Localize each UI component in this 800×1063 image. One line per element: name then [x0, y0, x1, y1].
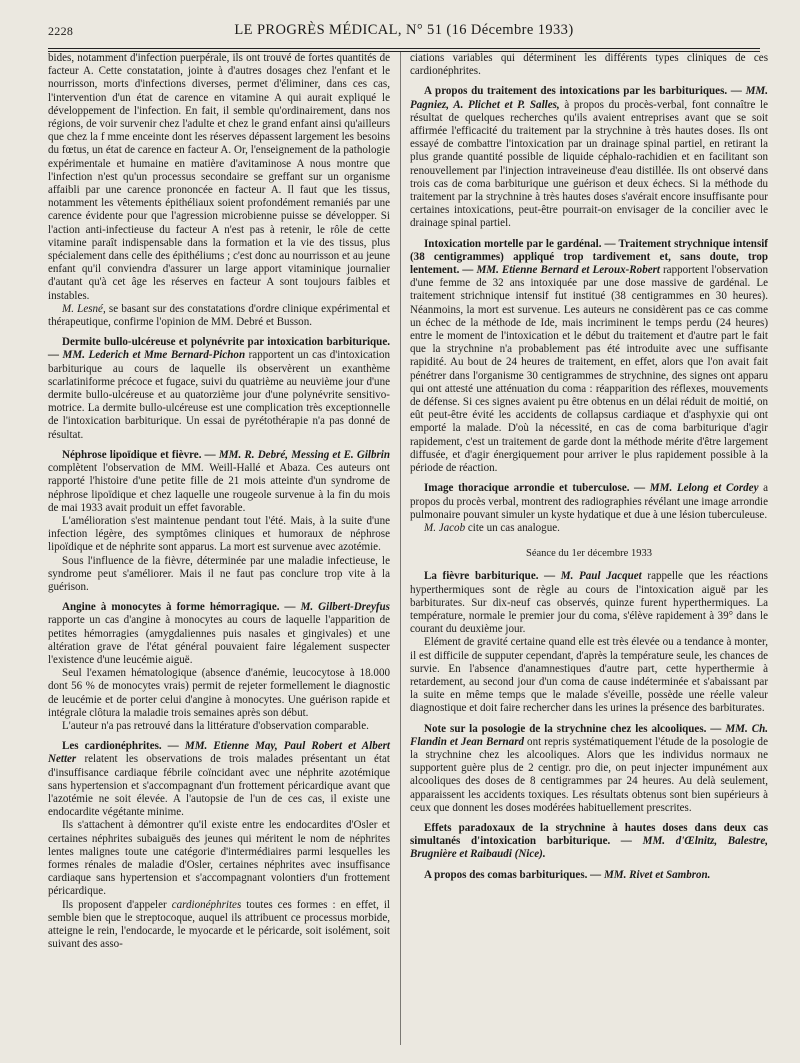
article-title: Effets paradoxaux de la strychnine à hautes doses dans deux cas simultanés d'intoxication barbiturique. — [410, 821, 768, 848]
article-entry — [48, 449, 390, 515]
paragraph: L'amélioration s'est maintenue pendant tout l'été. Mais, à la suite d'une infection légère, des symptômes cliniques et humoraux de néphrose lipoïdique et de néphrite sont apparus. La mort est survenue avec azotémie. — [48, 514, 390, 554]
author-name: M. Jacob — [424, 521, 466, 534]
article-authors: — M. Gilbert-Dreyfus — [279, 601, 390, 614]
article-title: Angine à monocytes à forme hémorragique. — [62, 601, 280, 614]
article-entry — [410, 482, 768, 522]
paragraph: ciations variables qui déterminent les différents types cliniques de ces cardionéphrites. — [410, 52, 768, 78]
journal-title: LE PROGRÈS MÉDICAL, N° 51 (16 Décembre 1933) — [234, 22, 574, 38]
article-title: Intoxication mortelle par le gardénal. — Traitement strychnique intensif (38 centigrammes) appliqué trop tardivement et, sans doute, trop lentement. — [410, 237, 768, 277]
article-title: Les cardionéphrites. — [62, 740, 162, 753]
paragraph: M. Lesné, se basant sur des constatations d'ordre clinique expérimental et thérapeutique, confirme l'opinion de MM. Debré et Busson. — [48, 302, 390, 329]
article-authors: — MM. Etienne Bernard et Leroux-Robert — [459, 264, 660, 277]
article-authors: — MM. R. Debré, Messing et E. Gilbrin — [201, 448, 391, 461]
article-entry — [48, 601, 390, 667]
paragraph: L'auteur n'a pas retrouvé dans la littérature d'observation comparable. — [62, 719, 369, 732]
paragraph: bides, notamment d'infection puerpérale, ils ont trouvé de fortes quantités de facteur A. Cette constatation, jointe à d'autres dosages chez l'enfant et le nourrisson, morts d'infections diverses, permet d'éliminer, dans ces cas, l'intervention d'un état de carence en vitamine A qui aurait expliqué le développement de l'infection. En fait, il semble qu'ordinairement, dans nos régions, de voir survenir chez l'adulte et chez le grand enfant ainsi qu'ailleurs que chez la f mme enceinte dont les réserves dépassent largement les besoins du fœtus, un état de carence en facteur A. Or, l'enseignement de la pathologie expérimentale et humaine en matière d'avitaminose A nous montre que l'infection n'est qu'un processus secondaire se greffant sur un organisme affaibli par une carence prononcée en facteur A. Il faut que les tissus, notamment les vêtements épithéliaux soient profondément remaniés par une carence évidente pour que l'agression microbienne puisse se développer. Si l'action anti-infectieuse du facteur A n'est pas à retenir, le rôle de cette vitamine paraît indispensable dans la formation et la vie des tissus, plus spécialement dans celle des épithéliums ; c'est donc au nourrisson et au jeune enfant qu'il conviendra d'assurer un large apport vitaminique journalier d'autant qu'à cet âge les réserves en facteur A sont toujours faibles et instables. — [48, 52, 390, 302]
column-divider — [400, 52, 401, 1045]
article-entry — [410, 570, 768, 636]
emphasis: cardionéphrites — [171, 898, 242, 911]
left-column — [48, 52, 390, 951]
paragraph: Sous l'influence de la fièvre, déterminée par une maladie infectieuse, le syndrome peut s'améliorer. Mais il ne faut pas conclure trop vite à la guérison. — [48, 554, 390, 593]
article-text: à propos du procès-verbal, font connaître le résultat de quelques recherches qu'ils avaient entreprises avant que se soit affirmée l'efficacité du traitement par la strychnine à très hautes doses. Ils ont essayé de combattre l'intoxication par un drainage spinal partiel, en retirant la plus grande quantité possible de liquide céphalo-rachidien et en facilitant son renouvellement par l'injection intraveineuse d'eau distillée. Ils ont observé dans trois cas de coma barbiturique une guérison et deux échecs. Si la méthode du traitement par la strychnine à très hautes doses s'avérait encore insuffisante pour certaines intoxications, peut-être pourrait-on envisager de la concilier avec le drainage spinal partiel. — [410, 98, 769, 230]
article-authors: — M. Paul Jacquet — [538, 570, 642, 583]
article-entry — [410, 238, 768, 476]
article-authors: — MM. Etienne May, Paul Robert et Albert Netter — [48, 740, 390, 766]
running-header — [48, 16, 760, 50]
article-title: La fièvre barbiturique. — [424, 570, 539, 583]
article-authors: — MM. Pagniez, A. Plichet et P. Salles, — [410, 85, 768, 111]
article-authors: — MM. Lelong et Cordey — [629, 482, 759, 495]
article-text: rapportent l'observation d'une femme de 32 ans intoxiquée par une dose massive de gardénal. Le traitement strichnique intensif fut institué (38 centigrammes en 30 heures). Néanmoins, la mort est survenue. Les auteurs ne considèrent pas ce cas comme un échec de la méthode de Ide, mais incriminent le temps perdu (24 heures) entre le moment de l'intoxication et le début du traitement et d'autre part le fait que la strychnine n'a probablement pas été introduite avec une suffisante rapidité. Au bout de 24 heures de traitement, en effet, alors que l'on avait fait pénétrer dans l'organisme 30 centigrammes de strychnine, des signes ont apparu qui ont attesté une atténuation du coma : réapparition des réflexes, mouvements de défense. Si ces signes avaient pu être obtenus en un délai réduit de moitié, on eût peut-être évité les accidents de collapsus cardiaque et d'asphyxie qui ont emporté la malade. D'où la nécessité, en cas de coma barbiturique d'agir rapidement, c'est un traitement de garde dont la méthode mérite d'être largement diffusée, et d'agir énergiquement pour arriver le plus rapidement possible à la période de réaction. — [410, 264, 768, 475]
article-authors: — MM. Lederich et Mme Bernard-Pichon — [48, 349, 246, 362]
paragraph: M. Jacob cite un cas analogue. — [424, 521, 560, 534]
article-entry — [410, 85, 768, 230]
article-authors: — MM. Ch. Flandin et Jean Bernard — [410, 722, 768, 748]
article-title: Note sur la posologie de la strychnine chez les alcooliques. — [424, 722, 707, 735]
article-entry — [48, 740, 390, 819]
session-heading: Séance du 1er décembre 1933 — [526, 548, 652, 560]
article-entry — [410, 869, 768, 882]
article-entry — [48, 336, 390, 442]
right-column — [410, 52, 768, 882]
author-name: M. Lesné, — [62, 302, 106, 315]
paragraph: Ils proposent d'appeler cardionéphrites toutes ces formes : en effet, il semble bien que le streptocoque, auquel ils attribuent ce processus morbide, atteigne le rein, l'endocarde, le myocarde et le péricarde, soit isolément, soit suivant des asso- — [48, 898, 390, 951]
article-text: relatent les observations de trois malades présentant un état d'insuffisance cardiaque fébrile coïncidant avec une néphrite azotémique sans hypertension et s'accompagnant d'un frottement péricardique avant que l'azotémie ne soit élevée. A l'autopsie de l'un de ces cas, il existe une endocardite végétante minime. — [48, 753, 390, 819]
article-authors: — MM. d'Œlnitz, Balestre, Brugnière et Raibaudi (Nice). — [410, 835, 768, 861]
article-title: A propos du traitement des intoxications par les barbituriques. — [424, 85, 728, 98]
article-authors: — MM. Rivet et Sambron. — [587, 868, 711, 881]
paragraph: Seul l'examen hématologique (absence d'anémie, leucocytose à 18.000 dont 56 % de monocytes vrais) permit de rejeter formellement le diagnostic de leucémie et de porter celui d'angine à monocytes. Une guérison rapide et intégrale clôtura la maladie trois semaines après son début. — [48, 667, 390, 719]
paragraph: Ils s'attachent à démontrer qu'il existe entre les endocardites d'Osler et certaines néphrites subaiguës des jeunes qui méritent le nom de néphrites lentes malignes toute une catégorie d'intermédiaires parmi lesquelles les formes rénales de maladie d'Osler, certaines néphrites avec insuffisance cardiaque sans hypertension et s'accompagnant volontiers d'un frottement péricardique. — [48, 819, 390, 898]
article-entry — [410, 723, 768, 815]
paragraph: Elément de gravité certaine quand elle est très élevée ou a tendance à monter, il est difficile de supputer cependant, d'après la température seule, les chances de survie. En l'absence d'anamnestiques d'autre part, cette hyperthermie à retardement, au second jour d'un coma de cause indéterminée et s'abaissant par la suite en même temps que le malade s'éveille, possède une réelle valeur diagnostique et doit faire rechercher dans les urines la présence des barbiturates. — [410, 636, 768, 715]
article-title: A propos des comas barbituriques. — [424, 868, 588, 881]
article-text: rappelle que les réactions hyperthermiques sont de règle au cours de l'intoxication aiguë par les barbiturates. Sur dix-neuf cas observés, quinze furent hyperthermiques. La température, normale le premier jour du coma, s'élève rapidement à 39° dans le courant du deuxième jour. — [410, 570, 768, 636]
article-text: ont repris systématiquement l'étude de la posologie de la strychnine chez les alcooliques. Alors que les individus normaux ne supportent guère plus de 2 centigr. pro die, on peut injecter impunément aux alcooliques des doses de 8 centigrammes par 24 heures. Au delà seulement, apparaissent les accidents toxiques. Les résultats obtenus sont bien supérieurs à ceux que donnent les doses modérées habituellement prescrites. — [410, 735, 768, 814]
page-number: 2228 — [48, 24, 74, 38]
header-rule — [48, 48, 760, 49]
article-entry — [410, 822, 768, 862]
article-title: Néphrose lipoïdique et fièvre. — [62, 448, 202, 461]
article-text: complètent l'observation de MM. Weill-Hallé et Abaza. Ces auteurs ont rapporté l'histoire d'une petite fille de 21 mois atteinte d'un syndrome de néphrose lipoïdique et chez laquelle une rougeole survenue à la fin du mois de mai 1933 avait produit un effet favorable. — [48, 462, 390, 514]
article-title: Image thoracique arrondie et tuberculose. — [424, 482, 630, 495]
article-text: a propos du procès verbal, montrent des radiographies révélant une image arrondie pulmonaire pouvant simuler un kyste hydatique et due à une lésion tuberculeuse. — [410, 482, 769, 521]
article-text: rapporte un cas d'angine à monocytes au cours de laquelle l'apparition de petites hémorragies (amygdaliennes puis nasales et gingivales) et une altération grave de l'état général pouvaient faire légalement suspecter l'existence d'une leucémie aiguë. — [48, 614, 390, 666]
article-title: Dermite bullo-ulcéreuse et polynévrite par intoxication barbiturique. — [62, 336, 390, 349]
article-text: rapportent un cas d'intoxication barbiturique au cours de laquelle ils observèrent un exanthème scarlatiniforme précoce et fugace, suivi du quatrième au neuvième jour d'une dermite bullo-ulcéreuse et au quatorzième jour d'une polynévrite sensitivo-motrice. La dermite bullo-ulcéreuse est une complication très exceptionnelle de l'intoxication barbiturique. Un essai de pyrétothérapie n'a pas donné de résultat. — [48, 349, 390, 441]
